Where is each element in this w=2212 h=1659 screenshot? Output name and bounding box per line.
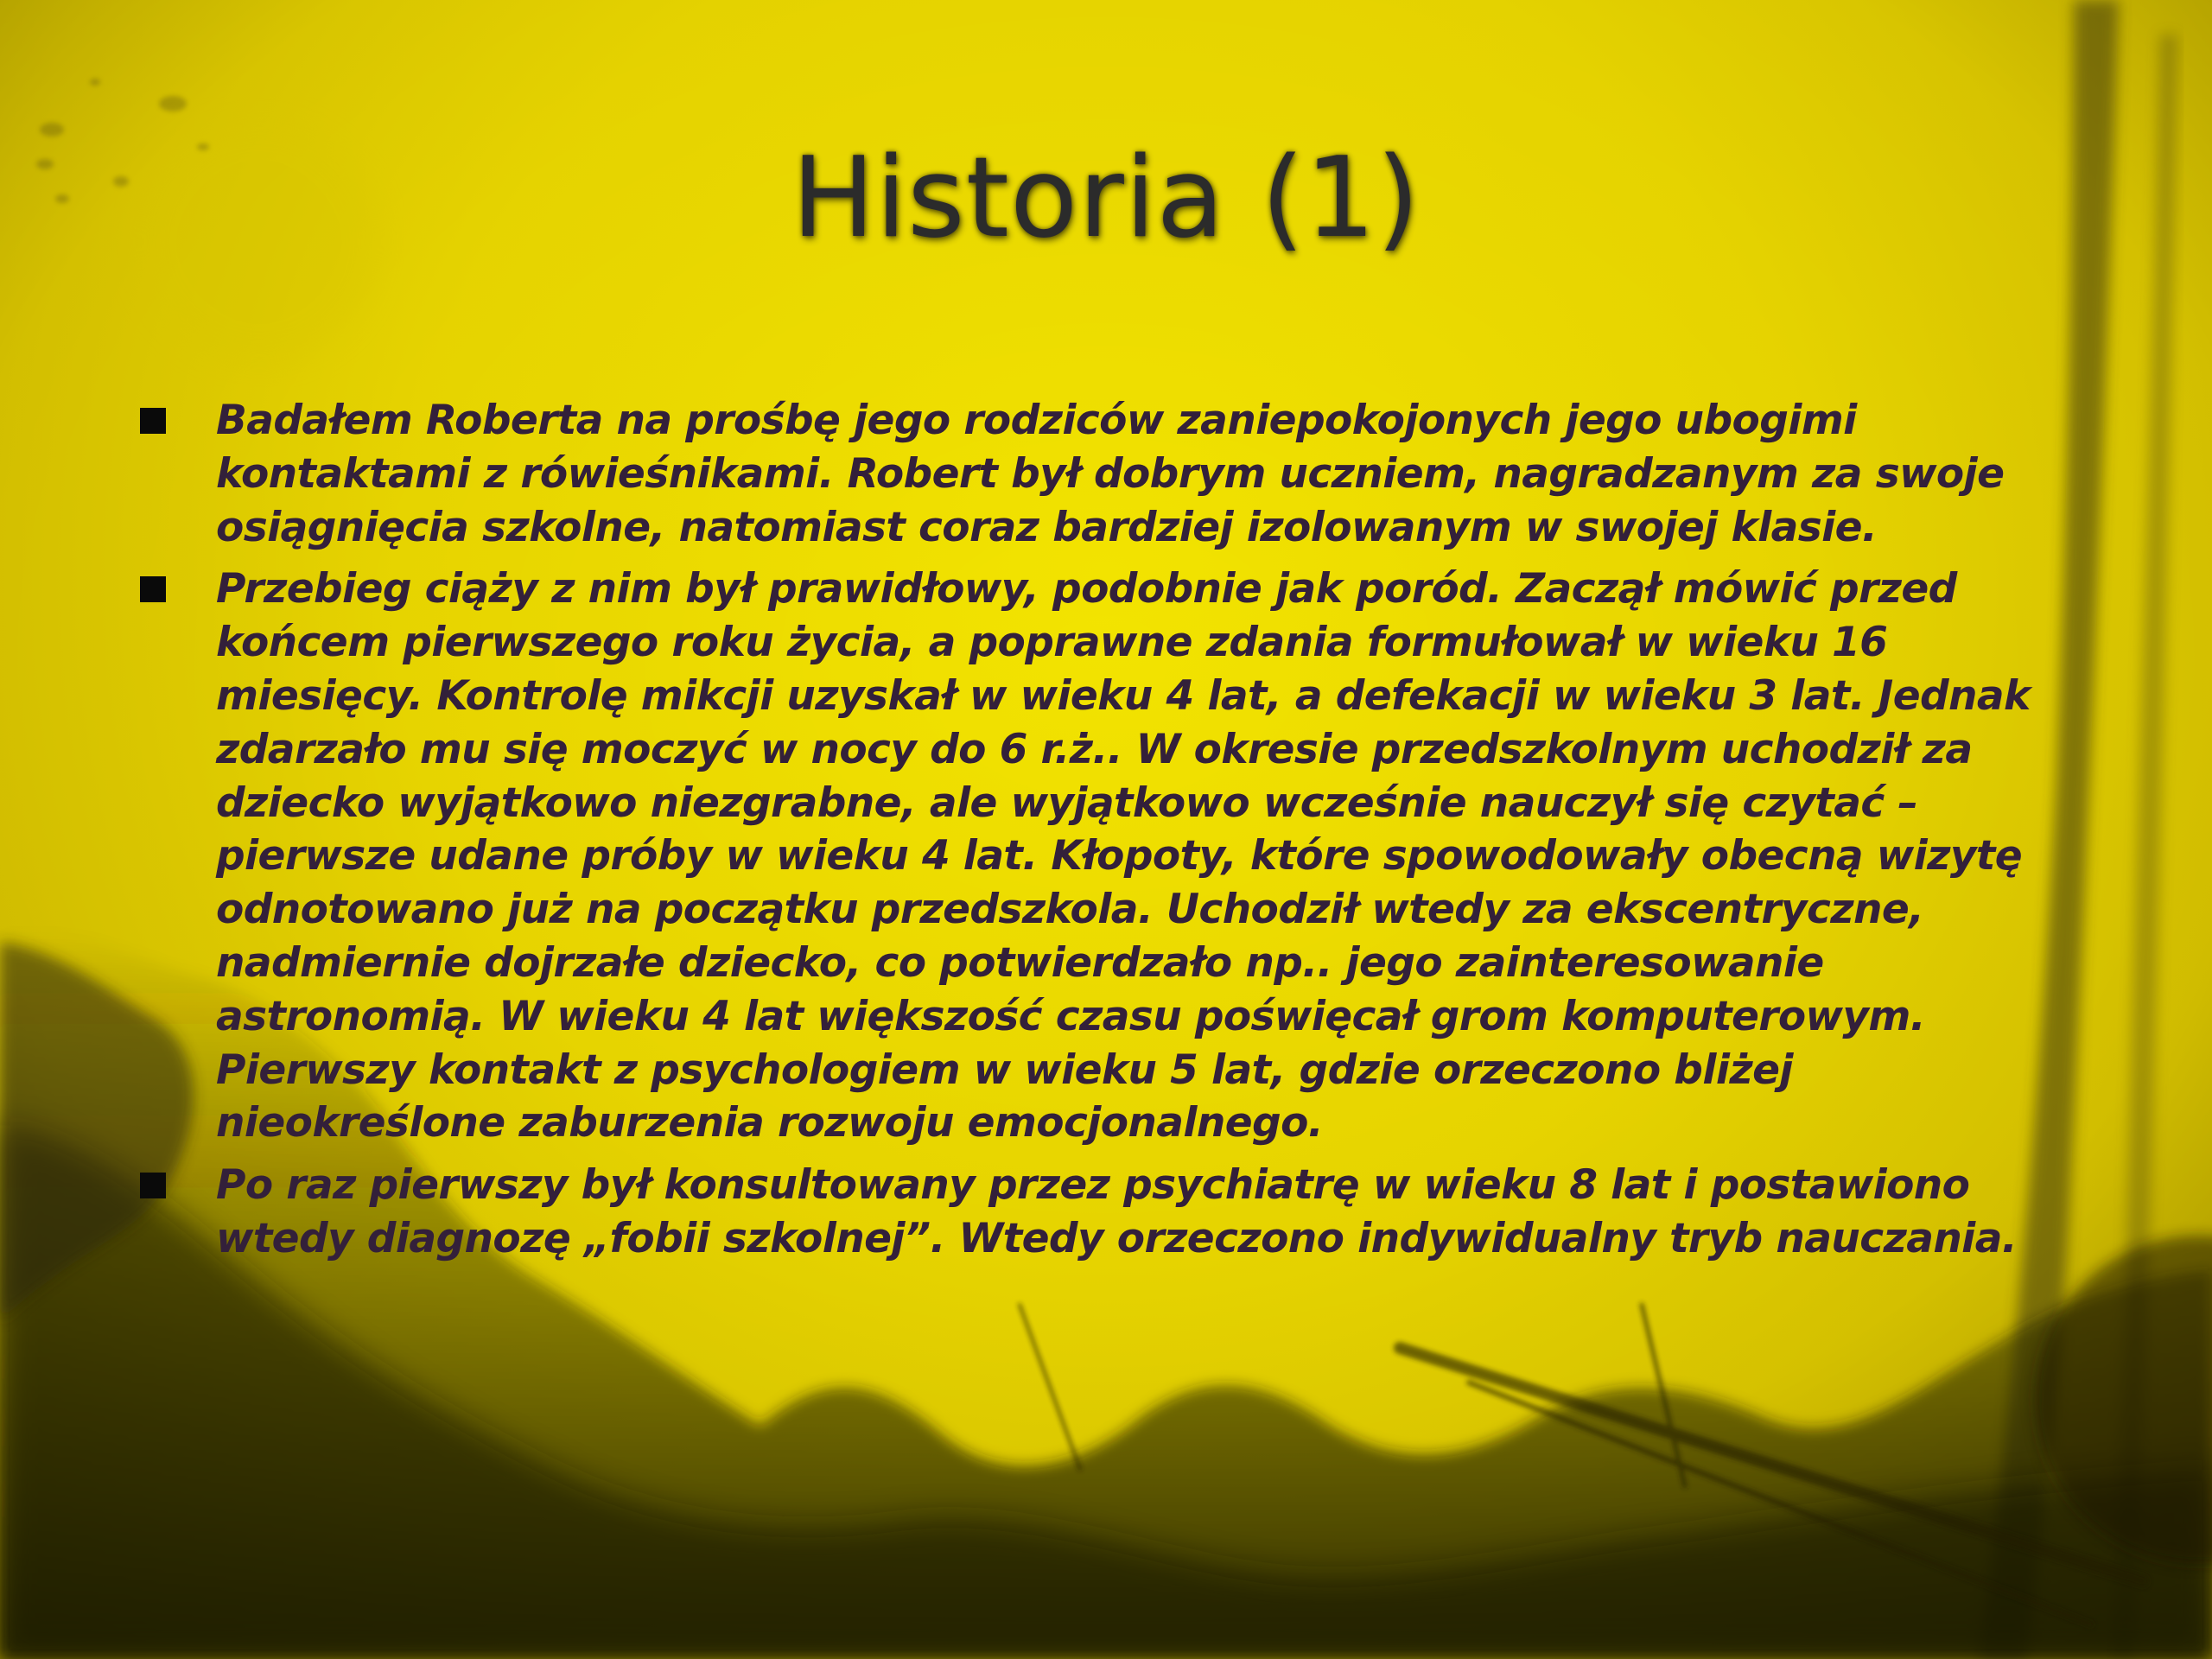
bullet-text: Przebieg ciąży z nim był prawidłowy, podobnie jak poród. Zaczął mówić przed końcem pierwszego roku życia, a poprawne zdania formułował w wieku 16 miesięcy. Kontrolę mikcji uzyskał w wieku 4 lat, a defekacji w wieku 3 lat. Jednak zdarzało mu się moczyć w nocy do 6 r.ż.. W okresie przedszkolnym uchodził za dziecko wyjątkowo niezgrabne, ale wyjątkowo wcześnie nauczył się czytać – pierwsze udane próby w wieku 4 lat. Kłopoty, które spowodowały obecną wizytę odnotowano już na początku przedszkola. Uchodził wtedy za ekscentryczne, nadmiernie dojrzałe dziecko, co potwierdzało np.. jego zainteresowanie astronomią. W wieku 4 lat większość czasu poświęcał grom komputerowym. Pierwszy kontakt z psychologiem w wieku 5 lat, gdzie orzeczono bliżej nieokreślone zaburzenia rozwoju emocjonalnego. xyxy=(216,565,2031,1147)
bullet-item xyxy=(130,1159,2082,1266)
bullet-item xyxy=(130,563,2082,1150)
square-bullet-icon xyxy=(140,1173,166,1198)
bullet-text: Badałem Roberta na prośbę jego rodziców zaniepokojonych jego ubogimi kontaktami z rówieśnikami. Robert był dobrym uczniem, nagradzanym za swoje osiągnięcia szkolne, natomiast coraz bardziej izolowanym w swojej klasie. xyxy=(216,397,2005,551)
slide-title: Historia (1) xyxy=(791,134,1421,263)
bullet-item xyxy=(130,394,2082,554)
square-bullet-icon xyxy=(140,576,166,602)
bullet-text: Po raz pierwszy był konsultowany przez psychiatrę w wieku 8 lat i postawiono wtedy diagnozę „fobii szkolnej”. Wtedy orzeczono indywidualny tryb nauczania. xyxy=(216,1161,2018,1262)
bullet-list xyxy=(130,394,2082,1274)
square-bullet-icon xyxy=(140,408,166,434)
